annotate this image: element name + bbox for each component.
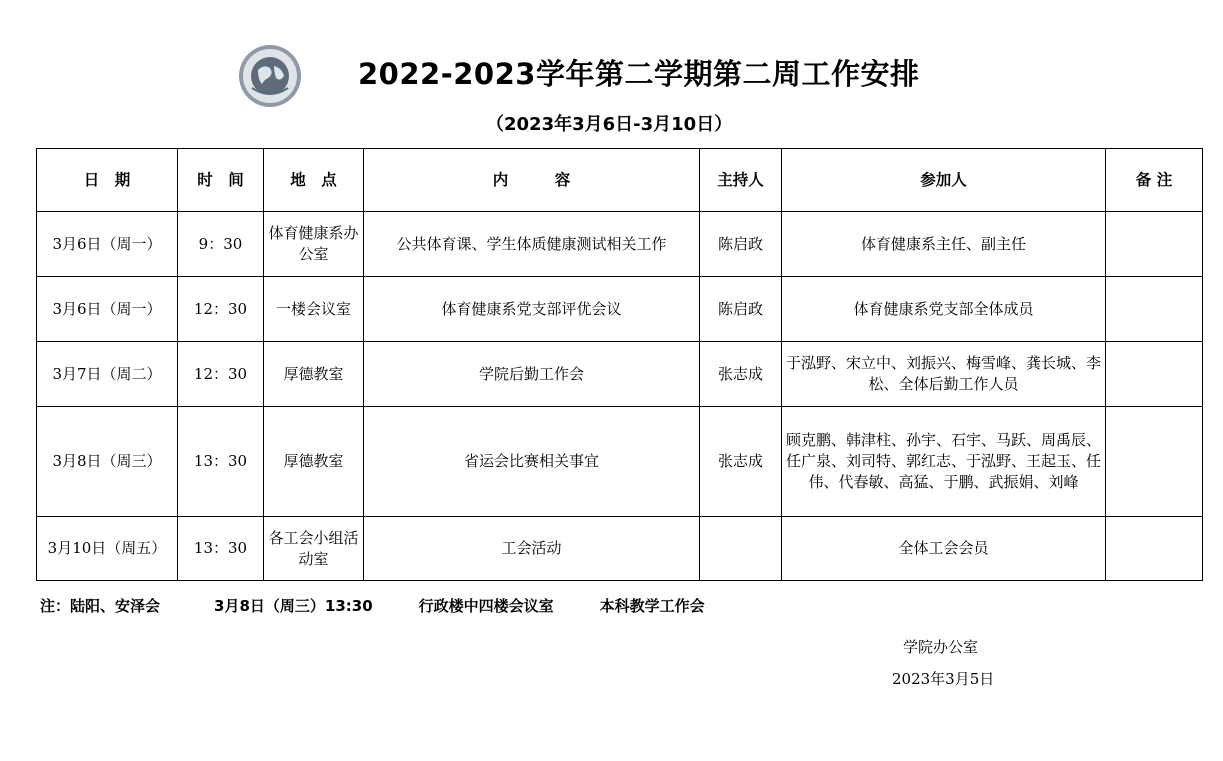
cell-date: 3月7日（周二） (37, 342, 178, 407)
footnote (40, 595, 705, 616)
column-header-host: 主持人 (700, 149, 782, 212)
note-time: 3月8日（周三）13:30 (214, 597, 373, 615)
issuing-office: 学院办公室 (903, 638, 979, 656)
cell-attendees: 于泓野、宋立中、刘振兴、梅雪峰、龚长城、李松、全体后勤工作人员 (782, 342, 1106, 407)
cell-content: 学院后勤工作会 (364, 342, 700, 407)
column-header-remark: 备 注 (1106, 149, 1203, 212)
table-row (37, 212, 1203, 277)
cell-host: 陈启政 (700, 277, 782, 342)
cell-time: 9：30 (178, 212, 264, 277)
date-range-subtitle: （2023年3月6日-3月10日） (486, 114, 733, 135)
table-row (37, 407, 1203, 517)
cell-content: 工会活动 (364, 517, 700, 581)
cell-time: 13：30 (178, 517, 264, 581)
cell-host: 陈启政 (700, 212, 782, 277)
note-place: 行政楼中四楼会议室 (418, 597, 554, 615)
cell-host (700, 517, 782, 581)
cell-date: 3月6日（周一） (37, 212, 178, 277)
cell-place: 厚德教室 (264, 342, 364, 407)
cell-date: 3月10日（周五） (37, 517, 178, 581)
cell-attendees: 顾克鹏、韩津柱、孙宇、石宇、马跃、周禹辰、任广泉、刘司特、郭红志、于泓野、王起玉、任伟、代春敏、高猛、于鹏、武振娟、刘峰 (782, 407, 1106, 517)
cell-place: 体育健康系办公室 (264, 212, 364, 277)
table-row (37, 342, 1203, 407)
cell-time: 12：30 (178, 277, 264, 342)
note-topic: 本科教学工作会 (599, 597, 705, 615)
cell-host: 张志成 (700, 342, 782, 407)
cell-host: 张志成 (700, 407, 782, 517)
table-row (37, 517, 1203, 581)
cell-place: 厚德教室 (264, 407, 364, 517)
note-label: 注：陆阳、安泽会 (40, 597, 161, 615)
cell-place: 各工会小组活动室 (264, 517, 364, 581)
cell-attendees: 体育健康系党支部全体成员 (782, 277, 1106, 342)
issue-date: 2023年3月5日 (892, 670, 995, 688)
cell-remark (1106, 342, 1203, 407)
column-header-time: 时 间 (178, 149, 264, 212)
column-header-attendees: 参加人 (782, 149, 1106, 212)
cell-time: 12：30 (178, 342, 264, 407)
cell-content: 体育健康系党支部评优会议 (364, 277, 700, 342)
page-title: 2022-2023学年第二学期第二周工作安排 (358, 57, 920, 91)
cell-content: 省运会比赛相关事宜 (364, 407, 700, 517)
cell-remark (1106, 277, 1203, 342)
column-header-place: 地 点 (264, 149, 364, 212)
cell-date: 3月8日（周三） (37, 407, 178, 517)
table-header-row (37, 149, 1203, 212)
cell-attendees: 体育健康系主任、副主任 (782, 212, 1106, 277)
column-header-date: 日 期 (37, 149, 178, 212)
cell-remark (1106, 212, 1203, 277)
cell-date: 3月6日（周一） (37, 277, 178, 342)
cell-time: 13：30 (178, 407, 264, 517)
cell-remark (1106, 407, 1203, 517)
table-row (37, 277, 1203, 342)
cell-place: 一楼会议室 (264, 277, 364, 342)
cell-content: 公共体育课、学生体质健康测试相关工作 (364, 212, 700, 277)
schedule-table (36, 148, 1203, 581)
column-header-content: 内 容 (364, 149, 700, 212)
cell-attendees: 全体工会会员 (782, 517, 1106, 581)
cell-remark (1106, 517, 1203, 581)
